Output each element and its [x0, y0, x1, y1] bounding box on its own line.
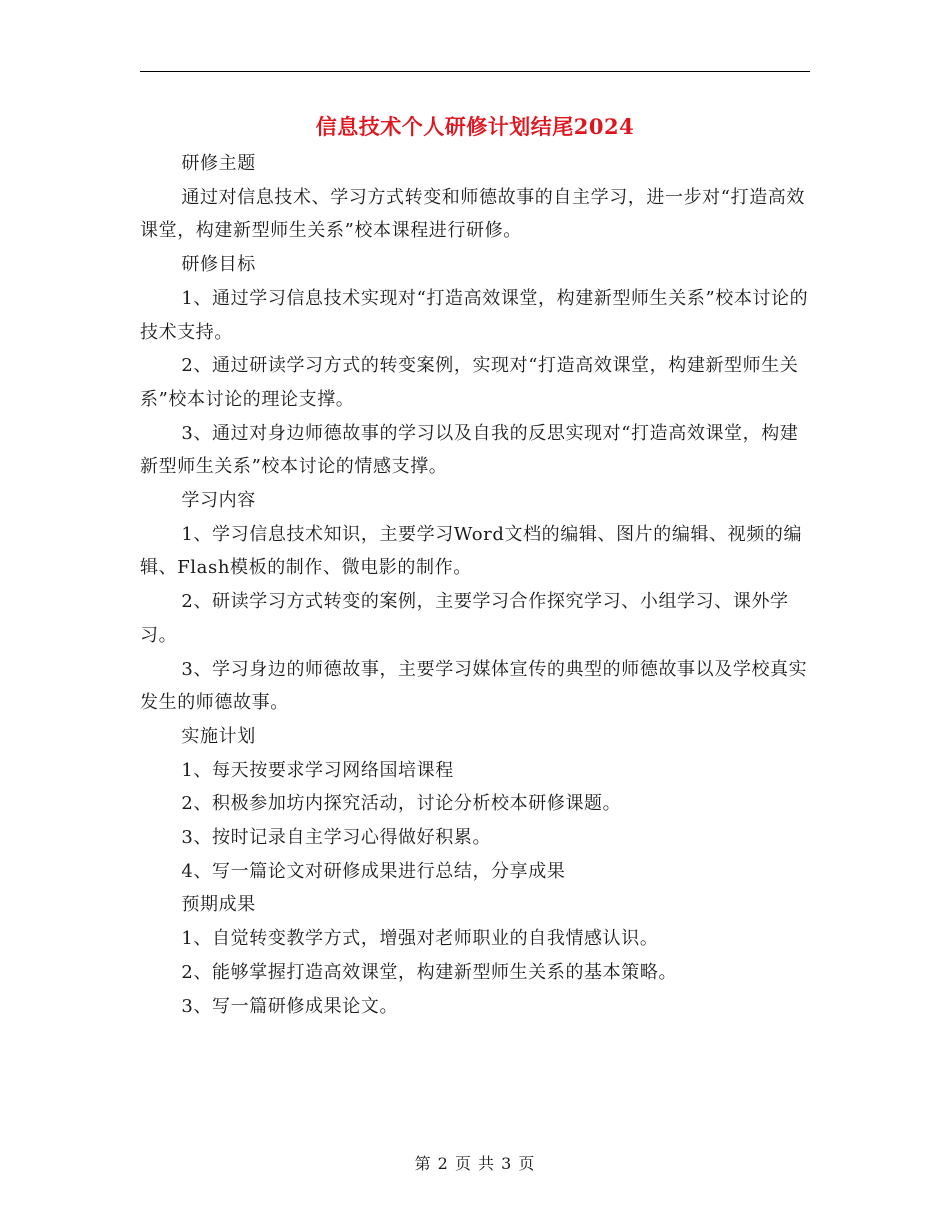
section-heading-goals: 研修目标 [181, 254, 256, 276]
list-item: 2、能够掌握打造高效课堂，构建新型师生关系的基本策略。 [181, 961, 678, 983]
section-heading-plan: 实施计划 [181, 725, 256, 747]
section-heading-content: 学习内容 [181, 490, 256, 512]
list-item: 1、学习信息技术知识，主要学习Word文档的编辑、图片的编辑、视频的编辑、Flash模板的制作、微电影的制作。 [140, 523, 803, 579]
list-item: 4、写一篇论文对研修成果进行总结，分享成果 [181, 860, 566, 882]
section-heading-outcomes: 预期成果 [181, 894, 256, 916]
paragraph: 通过对信息技术、学习方式转变和师德故事的自主学习，进一步对“打造高效课堂，构建新型师生关系”校本课程进行研修。 [140, 186, 805, 242]
list-item: 2、研读学习方式转变的案例，主要学习合作探究学习、小组学习、课外学习。 [140, 591, 789, 646]
document-body [140, 147, 810, 1023]
list-item: 2、通过研读学习方式的转变案例，实现对“打造高效课堂，构建新型师生关系”校本讨论的理论支撑。 [140, 355, 799, 410]
list-item: 1、自觉转变教学方式，增强对老师职业的自我情感认识。 [181, 928, 659, 950]
document-title: 信息技术个人研修计划结尾2024 [315, 114, 635, 139]
header-rule [140, 71, 810, 72]
page-number: 第 2 页 共 3 页 [414, 1154, 536, 1173]
list-item: 3、学习身边的师德故事，主要学习媒体宣传的典型的师德故事以及学校真实发生的师德故事。 [140, 658, 808, 714]
list-item: 3、通过对身边师德故事的学习以及自我的反思实现对“打造高效课堂，构建新型师生关系”校本讨论的情感支撑。 [140, 422, 799, 478]
list-item: 1、每天按要求学习网络国培课程 [181, 759, 454, 781]
list-item: 1、通过学习信息技术实现对“打造高效课堂，构建新型师生关系”校本讨论的技术支持。 [140, 287, 809, 343]
list-item: 2、积极参加坊内探究活动，讨论分析校本研修课题。 [181, 793, 622, 815]
list-item: 3、按时记录自主学习心得做好积累。 [181, 827, 492, 849]
list-item: 3、写一篇研修成果论文。 [181, 995, 399, 1017]
section-heading-topic: 研修主题 [181, 153, 256, 174]
